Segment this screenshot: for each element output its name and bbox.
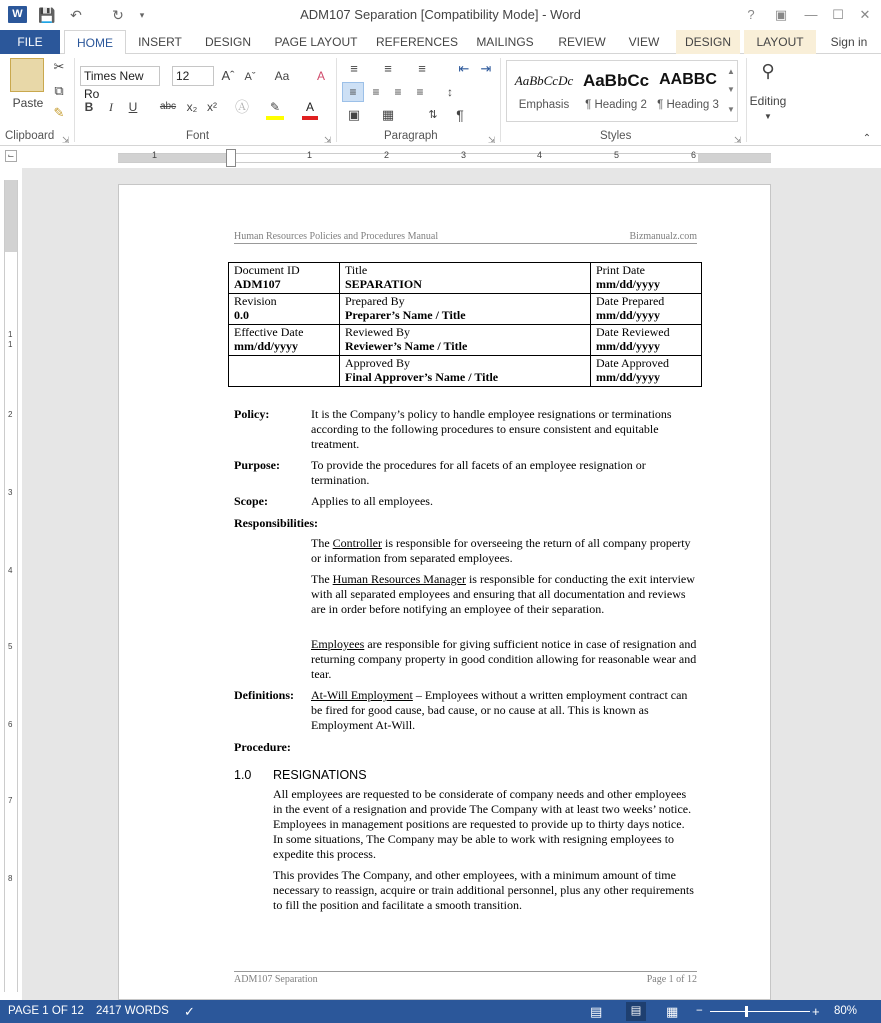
style-name: ¶ Heading 2 <box>585 99 647 111</box>
style-preview: AaBbCc <box>582 71 650 90</box>
borders-icon[interactable]: ▦ <box>381 107 395 122</box>
table-cell[interactable] <box>340 325 591 356</box>
scope-text: Applies to all employees. <box>311 494 433 508</box>
redo-icon[interactable]: ↻ <box>112 7 124 23</box>
divider <box>336 58 337 142</box>
shrink-font-icon[interactable]: Aˇ <box>244 71 256 83</box>
table-cell[interactable] <box>229 263 340 294</box>
cell-key: Date Prepared <box>596 294 665 308</box>
ribbon <box>0 54 881 146</box>
cell-key: Revision <box>234 294 277 308</box>
section-number: 1.0 <box>234 768 252 782</box>
clipboard-group-label: Clipboard <box>5 130 55 142</box>
undo-icon[interactable]: ↶ <box>70 7 82 23</box>
font-launcher-icon[interactable]: ⇲ <box>324 135 332 145</box>
footer-left: ADM107 Separation <box>234 974 318 985</box>
cell-value: Reviewer’s Name / Title <box>345 339 468 353</box>
ruler-number: 5 <box>614 150 620 160</box>
italic-button[interactable]: I <box>109 100 113 114</box>
ruler-number: 8 <box>8 874 13 883</box>
ruler-number: 1 <box>8 330 13 339</box>
cell-value: mm/dd/yyyy <box>596 370 661 384</box>
paste-icon[interactable] <box>10 58 44 92</box>
zoom-slider[interactable] <box>710 1011 810 1012</box>
resp-text: is responsible for conducting the exit interview with all separated employees and ensuring that all documentation and reviews are in order before notifying an employee of their separation. <box>311 572 695 616</box>
ribbon-tabs <box>0 30 881 54</box>
clear-formatting-icon[interactable]: A <box>316 69 325 83</box>
strikethrough-button[interactable]: abc <box>159 101 177 112</box>
ruler-number: 1 <box>307 150 313 160</box>
highlight-icon[interactable]: ✎ <box>266 98 284 120</box>
help-button[interactable]: ? <box>747 7 755 22</box>
style-heading-3[interactable] <box>653 61 723 121</box>
resp-role: Human Resources Manager <box>332 572 466 586</box>
page-count[interactable]: PAGE 1 OF 12 <box>8 1005 84 1017</box>
cell-key: Approved By <box>345 356 410 370</box>
resp-role: Controller <box>332 536 382 550</box>
resp-role: Employees <box>311 637 365 651</box>
styles-scroll-down-icon[interactable]: ▼ <box>727 85 735 94</box>
resp-pre: The <box>311 572 333 586</box>
ruler-number: 6 <box>691 150 697 160</box>
document-info-table <box>228 262 702 387</box>
cell-value: 0.0 <box>234 308 249 322</box>
ruler-number: 3 <box>8 488 13 497</box>
responsibilities-label: Responsibilities: <box>234 516 319 530</box>
cell-key: Print Date <box>596 263 645 277</box>
ruler-number: 1 <box>8 340 13 349</box>
text-effects-icon[interactable]: Ⓐ <box>235 99 249 115</box>
tab-references[interactable]: REFERENCES <box>376 35 459 49</box>
customize-qat-icon[interactable]: ▾ <box>139 10 145 20</box>
title-bar <box>0 0 881 30</box>
styles-more-icon[interactable]: ▼ <box>727 105 735 114</box>
header-left: Human Resources Policies and Procedures Manual <box>234 231 439 242</box>
divider <box>74 58 75 142</box>
definitions-label: Definitions: <box>234 688 294 702</box>
tab-home[interactable]: HOME <box>64 30 126 55</box>
tab-design[interactable]: DESIGN <box>204 35 251 49</box>
indent-marker-icon[interactable] <box>226 149 236 167</box>
table-cell[interactable] <box>229 356 340 387</box>
sign-in-link[interactable]: Sign in <box>830 35 868 49</box>
style-preview: AaBbCcDc <box>514 73 574 88</box>
cell-value: ADM107 <box>234 277 281 291</box>
window-title: ADM107 Separation [Compatibility Mode] - Word <box>300 7 581 22</box>
clipboard-launcher-icon[interactable]: ⇲ <box>62 135 70 145</box>
tab-page-layout[interactable]: PAGE LAYOUT <box>274 35 358 49</box>
grow-font-icon[interactable]: Aˆ <box>221 68 235 83</box>
superscript-button[interactable]: x² <box>207 100 217 114</box>
word-count[interactable]: 2417 WORDS <box>96 1005 169 1017</box>
proofing-icon[interactable]: ✓ <box>184 1004 195 1019</box>
style-preview: AABBC <box>659 71 717 88</box>
bold-button[interactable]: B <box>84 100 94 114</box>
page-footer <box>234 971 697 985</box>
editing-dropdown-icon[interactable]: ▼ <box>764 112 772 121</box>
page-header <box>234 231 697 244</box>
scope-label: Scope: <box>234 494 268 508</box>
table-cell[interactable] <box>591 263 702 294</box>
ruler-number: 6 <box>8 720 13 729</box>
body-paragraph: All employees are requested to be considerate of company needs and other employees in the event of a resignation and provide The Company with at least two weeks’ notice. Employees in management positions are requested to provide up to thirty days notice. In some situations, The Company may be able to work with resigning employees to expedite this process. <box>273 787 692 861</box>
resp-text: are responsible for giving sufficient notice in case of resignation and returning company property in good condition allowing for reasonable wear and tear. <box>311 637 697 681</box>
cell-key: Document ID <box>234 263 300 277</box>
status-bar <box>0 1000 881 1023</box>
find-icon[interactable]: ⚲ <box>761 61 775 81</box>
paragraph-launcher-icon[interactable]: ⇲ <box>488 135 496 145</box>
copy-icon[interactable]: ⧉ <box>54 83 64 98</box>
tab-file[interactable]: FILE <box>0 30 60 54</box>
vertical-ruler <box>4 180 18 992</box>
bullets-icon[interactable]: ≡ <box>350 61 358 76</box>
cell-value: mm/dd/yyyy <box>596 277 661 291</box>
font-size-box[interactable]: 12 <box>172 66 214 86</box>
purpose-text: To provide the procedures for all facets of an employee resignation or termination. <box>311 458 646 487</box>
styles-group-label: Styles <box>600 130 632 142</box>
cut-icon[interactable]: ✂ <box>53 59 65 74</box>
cell-value: mm/dd/yyyy <box>596 308 661 322</box>
cell-value: Final Approver’s Name / Title <box>345 370 499 384</box>
divider <box>500 58 501 142</box>
styles-gallery <box>506 60 738 122</box>
cell-key: Reviewed By <box>345 325 410 339</box>
paragraph-group-label: Paragraph <box>384 130 438 142</box>
body-paragraph: This provides The Company, and other employees, with a minimum amount of time necessary to reassign, acquire or train additional personnel, plus any other requirements to fill the position and facilitate a smooth transition. <box>273 868 694 912</box>
numbering-icon[interactable]: ≡ <box>384 61 392 76</box>
align-left-icon[interactable]: ≡ <box>342 82 364 102</box>
table-cell[interactable] <box>229 294 340 325</box>
table-row <box>229 263 702 294</box>
table-row <box>229 325 702 356</box>
cell-key: Title <box>345 263 368 277</box>
underline-button[interactable]: U <box>128 100 138 114</box>
sort-icon[interactable]: ⇅ <box>428 109 438 121</box>
cell-key: Effective Date <box>234 325 304 339</box>
ruler-margin-top <box>5 180 17 252</box>
cell-key: Prepared By <box>345 294 405 308</box>
tab-insert[interactable]: INSERT <box>138 35 182 49</box>
cell-value: mm/dd/yyyy <box>596 339 661 353</box>
collapse-ribbon-icon[interactable]: ⌃ <box>862 133 872 144</box>
font-color-icon[interactable]: A <box>302 98 318 120</box>
table-row <box>229 294 702 325</box>
decrease-indent-icon[interactable]: ⇤ <box>458 61 470 76</box>
multilevel-list-icon[interactable]: ≡ <box>418 61 426 76</box>
increase-indent-icon[interactable]: ⇥ <box>480 61 492 76</box>
ruler-margin-right <box>698 154 771 162</box>
divider <box>746 58 747 142</box>
tab-mailings[interactable]: MAILINGS <box>476 35 534 49</box>
table-cell[interactable] <box>591 294 702 325</box>
zoom-level[interactable]: 80% <box>834 1005 858 1017</box>
ruler-number: 4 <box>537 150 543 160</box>
policy-text: It is the Company’s policy to handle employee resignations or terminations according to the following procedures to ensure consistent and equitable treatment. <box>311 407 672 451</box>
ruler-margin-left <box>118 154 231 162</box>
tab-table-layout[interactable]: LAYOUT <box>744 30 816 54</box>
paste-button[interactable]: Paste <box>12 96 44 110</box>
align-right-icon[interactable]: ≡ <box>394 85 402 99</box>
horizontal-ruler[interactable] <box>0 146 881 168</box>
style-emphasis[interactable] <box>509 61 579 121</box>
ruler-number: 5 <box>8 642 13 651</box>
ruler-number: 4 <box>8 566 13 575</box>
table-cell[interactable] <box>340 263 591 294</box>
section-title: RESIGNATIONS <box>273 768 367 782</box>
ruler-number: 1 <box>152 150 158 160</box>
ruler-track <box>118 150 771 163</box>
minimize-button[interactable]: — <box>804 7 818 22</box>
web-layout-icon[interactable]: ▦ <box>666 1004 679 1019</box>
purpose-label: Purpose: <box>234 458 280 472</box>
cell-value: Preparer’s Name / Title <box>345 308 466 322</box>
ribbon-display-icon[interactable]: ▣ <box>774 7 788 22</box>
show-marks-button[interactable]: ¶ <box>456 107 464 123</box>
tab-table-design[interactable]: DESIGN <box>676 30 740 54</box>
policy-label: Policy: <box>234 407 270 421</box>
cell-value: SEPARATION <box>345 277 422 291</box>
line-spacing-icon[interactable]: ↕ <box>447 85 453 99</box>
table-cell[interactable] <box>340 356 591 387</box>
ruler-number: 3 <box>461 150 467 160</box>
save-icon[interactable]: 💾 <box>38 7 56 23</box>
justify-icon[interactable]: ≡ <box>416 85 424 99</box>
zoom-out-button[interactable]: − <box>696 1005 703 1017</box>
styles-launcher-icon[interactable]: ⇲ <box>734 135 742 145</box>
cell-key: Date Reviewed <box>596 325 670 339</box>
format-painter-icon[interactable]: ✎ <box>53 105 65 120</box>
style-heading-2[interactable] <box>581 61 651 121</box>
header-right: Bizmanualz.com <box>629 231 697 242</box>
cell-value: mm/dd/yyyy <box>234 339 299 353</box>
definition-text: – Employees without a written employment contract can be fired for good cause, bad cause, or no cause at all. This is known as Employment At-Will. <box>311 688 688 732</box>
definition-term: At-Will Employment <box>311 688 413 702</box>
cell-key: Date Approved <box>596 356 669 370</box>
document-page[interactable] <box>118 184 771 1000</box>
editing-button[interactable]: Editing <box>749 94 787 108</box>
styles-scroll-up-icon[interactable]: ▲ <box>727 67 735 76</box>
style-name: Emphasis <box>518 99 570 111</box>
table-cell[interactable] <box>340 294 591 325</box>
resp-text: is responsible for overseeing the return of all company property or information from separated employees. <box>311 536 691 565</box>
ruler-number: 7 <box>8 796 13 805</box>
table-row <box>229 356 702 387</box>
font-name-box[interactable]: Times New Ro <box>80 66 160 86</box>
table-cell[interactable] <box>229 325 340 356</box>
shading-icon[interactable]: ▣ <box>347 107 361 122</box>
zoom-slider-thumb[interactable] <box>745 1006 748 1017</box>
close-button[interactable]: ✕ <box>859 7 871 22</box>
table-cell[interactable] <box>591 356 702 387</box>
ruler-number: 2 <box>384 150 390 160</box>
subscript-button[interactable]: x₂ <box>186 100 198 114</box>
ruler-number: 2 <box>8 410 13 419</box>
procedure-label: Procedure: <box>234 740 291 754</box>
tab-view[interactable]: VIEW <box>628 35 660 49</box>
read-mode-icon[interactable]: ▤ <box>590 1004 603 1019</box>
change-case-icon[interactable]: Aa <box>274 69 290 83</box>
table-cell[interactable] <box>591 325 702 356</box>
maximize-button[interactable]: ☐ <box>832 7 844 22</box>
footer-right: Page 1 of 12 <box>646 974 697 985</box>
print-layout-icon[interactable]: ▤ <box>626 1002 646 1021</box>
tab-review[interactable]: REVIEW <box>558 35 606 49</box>
word-app-icon[interactable]: W <box>8 6 27 23</box>
zoom-in-button[interactable]: + <box>812 1004 820 1019</box>
align-center-icon[interactable]: ≡ <box>372 85 380 99</box>
resp-pre: The <box>311 536 333 550</box>
font-group-label: Font <box>186 130 210 142</box>
tab-selector-icon[interactable]: ⌙ <box>5 150 17 162</box>
style-name: ¶ Heading 3 <box>657 99 719 111</box>
